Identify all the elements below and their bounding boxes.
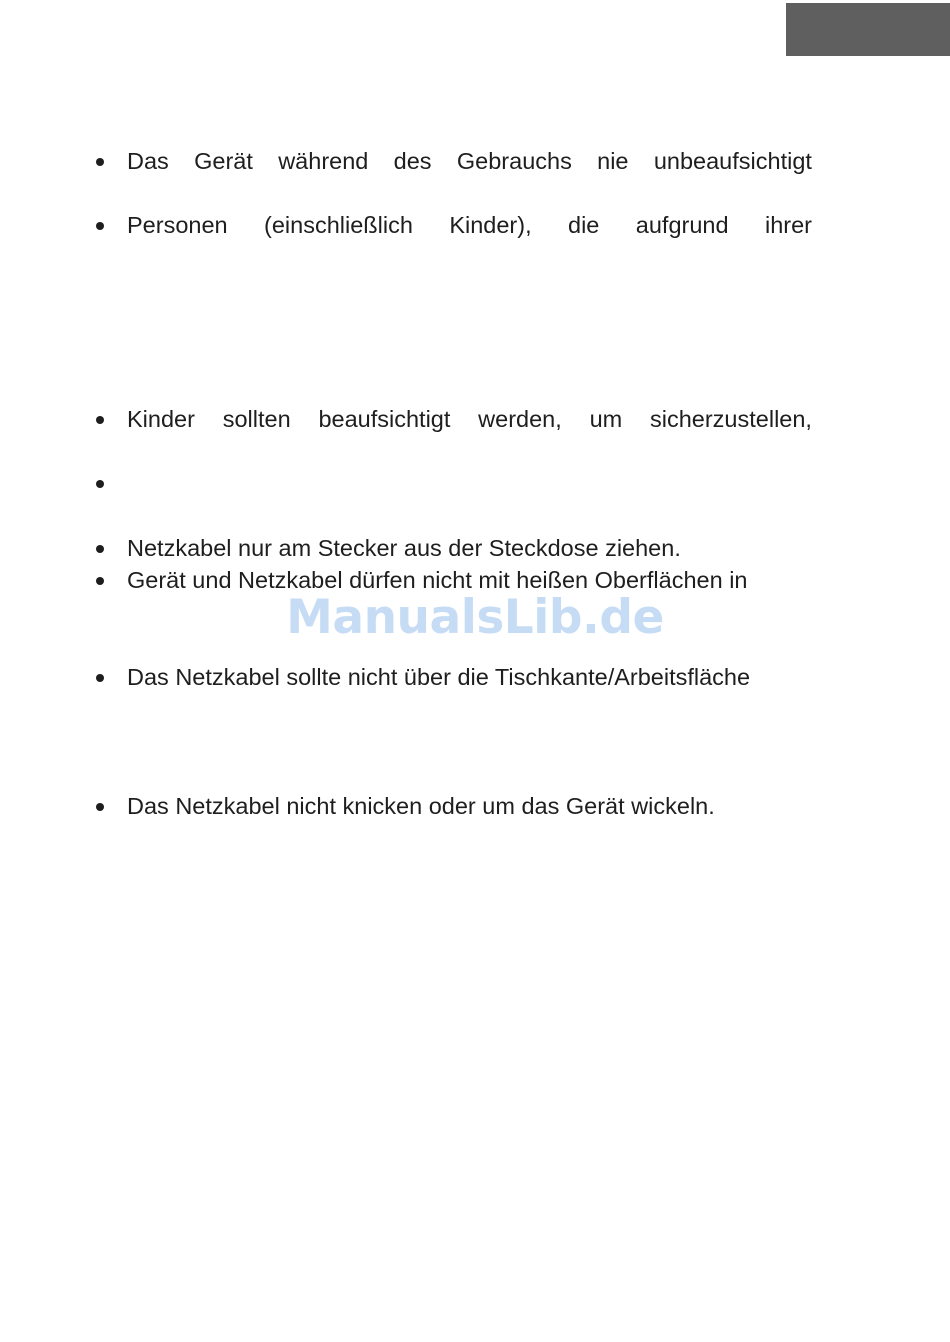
page-corner-tab — [786, 3, 950, 56]
list-item — [96, 791, 812, 821]
word: die — [568, 212, 600, 238]
word: des — [393, 148, 432, 174]
word: Das — [127, 148, 169, 174]
word: Gerät — [194, 148, 253, 174]
word: beaufsichtigt — [318, 406, 451, 432]
bullet-text: Das Netzkabel sollte nicht über die Tischkante/Arbeitsfläche — [127, 664, 751, 690]
bullet-icon — [96, 416, 104, 424]
word: Kinder — [127, 406, 195, 432]
list-item — [96, 146, 812, 176]
bullet-icon — [96, 577, 104, 585]
word: Personen — [127, 212, 228, 238]
word: werden, — [478, 406, 562, 432]
bullet-text: Gerät und Netzkabel dürfen nicht mit heißen Oberflächen in — [127, 567, 748, 593]
list-item — [96, 468, 812, 498]
word: (einschließlich — [264, 212, 413, 238]
bullet-text — [127, 404, 812, 434]
list-item — [96, 210, 812, 240]
list-item — [96, 662, 812, 692]
list-item — [96, 533, 812, 563]
bullet-icon — [96, 222, 104, 230]
word: sollten — [222, 406, 291, 432]
word: unbeaufsichtigt — [653, 148, 812, 174]
word: Kinder), — [449, 212, 532, 238]
bullet-icon — [96, 158, 104, 166]
word: aufgrund — [635, 212, 729, 238]
bullet-text — [127, 210, 812, 240]
bullet-icon — [96, 674, 104, 682]
word: um — [589, 406, 623, 432]
bullet-icon — [96, 803, 104, 811]
word: sicherzustellen, — [650, 406, 812, 432]
word: während — [278, 148, 369, 174]
bullet-icon — [96, 480, 104, 488]
word: nie — [597, 148, 629, 174]
watermark: ManualsLib.de — [286, 590, 664, 645]
word: Gebrauchs — [456, 148, 572, 174]
list-item — [96, 404, 812, 434]
bullet-text: Netzkabel nur am Stecker aus der Steckdose ziehen. — [127, 535, 681, 561]
bullet-icon — [96, 545, 104, 553]
word: ihrer — [764, 212, 812, 238]
bullet-text: Das Netzkabel nicht knicken oder um das Gerät wickeln. — [127, 793, 715, 819]
bullet-text — [127, 146, 812, 176]
